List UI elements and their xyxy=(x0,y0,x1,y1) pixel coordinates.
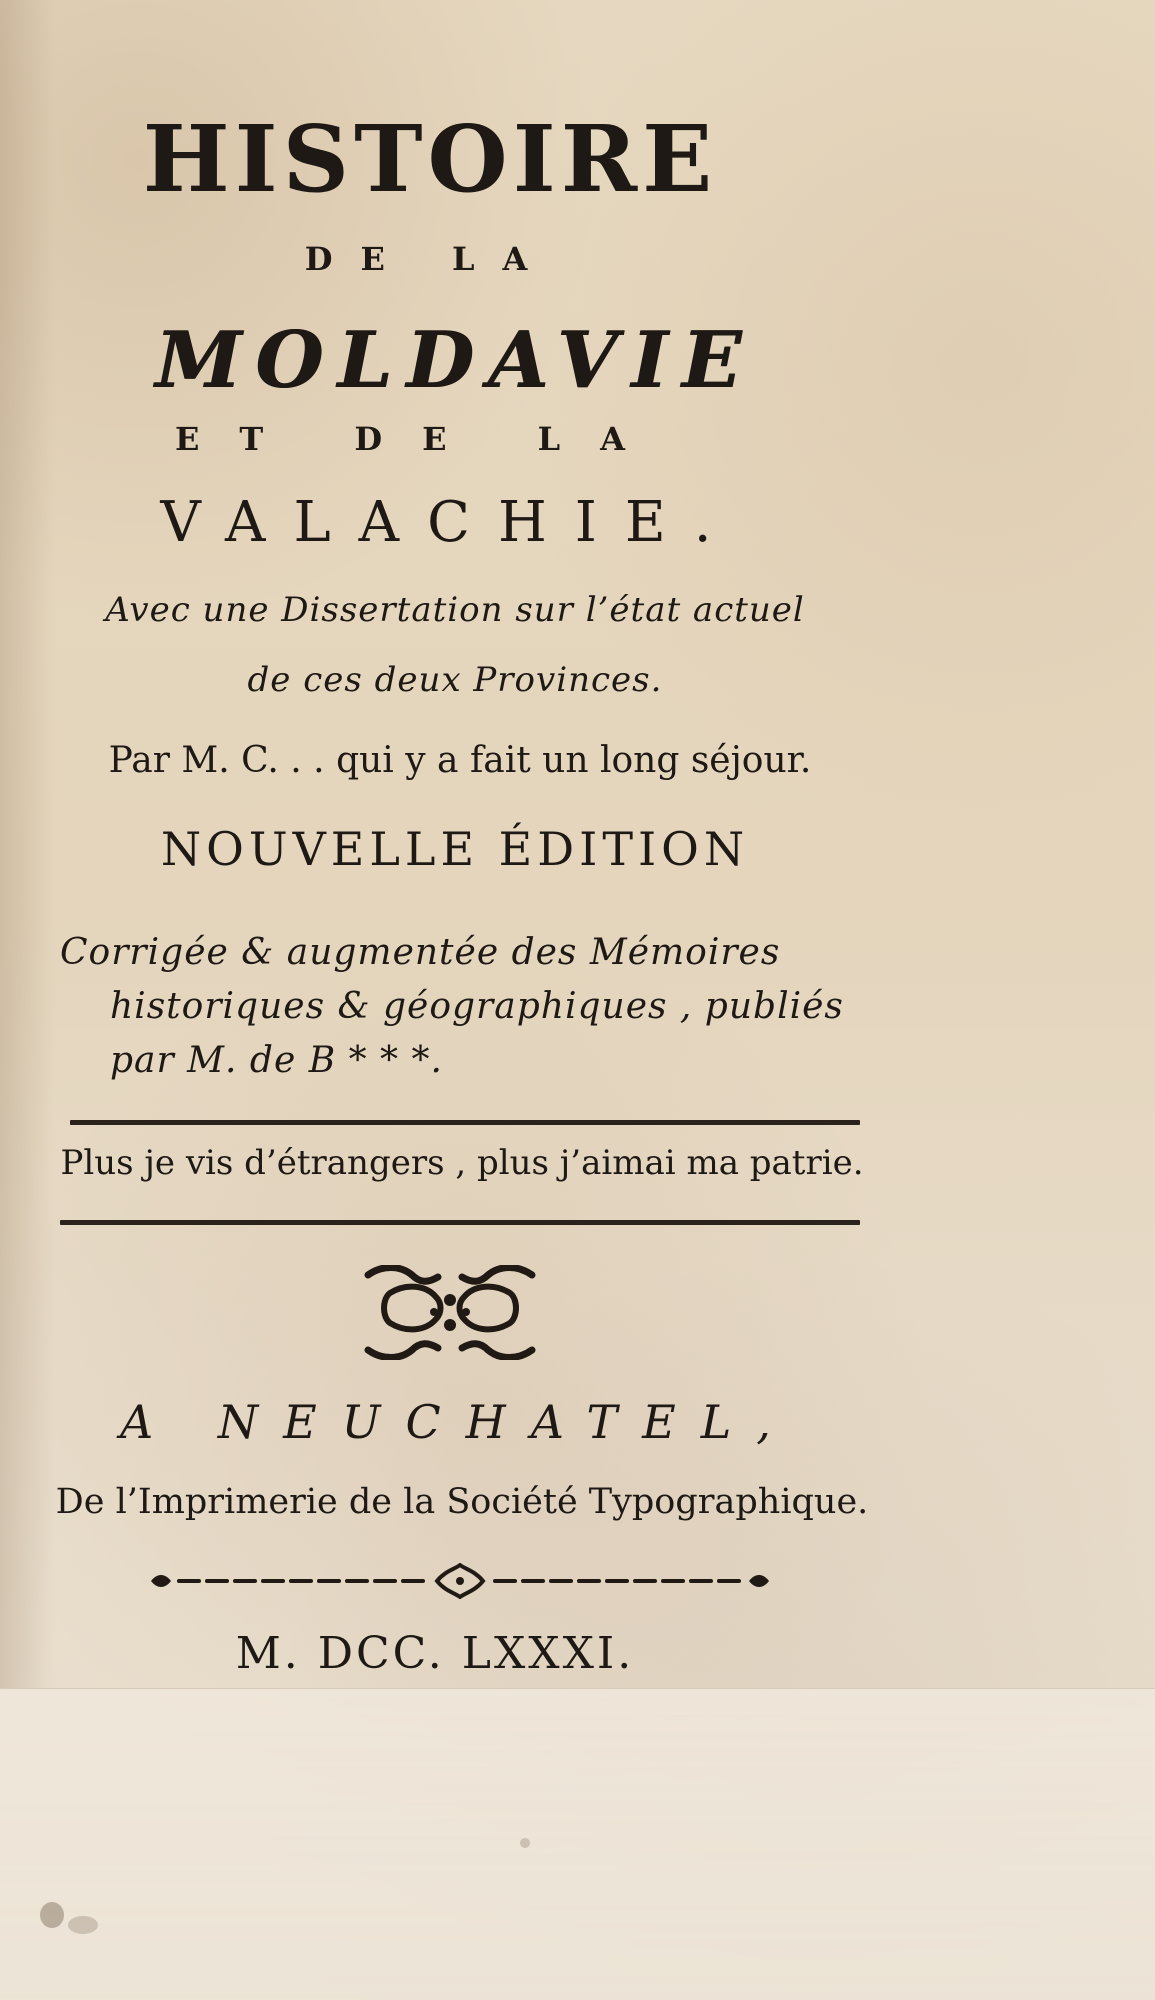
top-rule xyxy=(70,1120,860,1125)
ink-spot xyxy=(40,1902,64,1928)
publication-year: M. DCC. LXXXI. xyxy=(235,1628,635,1679)
edition-note-line-3: par M. de B * * *. xyxy=(110,1040,443,1081)
page-edge-shadow xyxy=(0,0,55,1690)
title-connector-2: ET DE LA xyxy=(175,420,665,458)
edition-note-line-2: historiques & géographiques , publiés xyxy=(110,986,844,1027)
main-title: HISTOIRE xyxy=(142,105,718,213)
bottom-rule xyxy=(60,1220,860,1225)
motto: Plus je vis d’étrangers , plus j’aimai ma patrie. xyxy=(60,1143,864,1183)
city-line: A NEUCHATEL, xyxy=(120,1395,796,1449)
subtitle-line-2: de ces deux Provinces. xyxy=(247,660,663,700)
title-connector-1: DE LA xyxy=(304,240,556,278)
fleuron-icon xyxy=(360,1265,540,1360)
edition-note-line-1: Corrigée & augmentée des Mémoires xyxy=(60,932,781,973)
lower-page-area xyxy=(0,1688,1155,2000)
subtitle-line-1: Avec une Dissertation sur l’état actuel xyxy=(105,590,805,630)
author-line: Par M. C. . . qui y a fait un long séjour. xyxy=(108,740,812,781)
edition-heading: NOUVELLE ÉDITION xyxy=(160,822,750,876)
decorative-rule-icon xyxy=(145,1563,775,1599)
ink-spot xyxy=(520,1838,530,1848)
display-title: MOLDAVIE xyxy=(154,315,756,406)
secondary-title: VALACHIE. xyxy=(160,490,740,555)
ink-spot xyxy=(68,1916,98,1934)
printer-line: De l’Imprimerie de la Société Typographique. xyxy=(55,1482,869,1522)
